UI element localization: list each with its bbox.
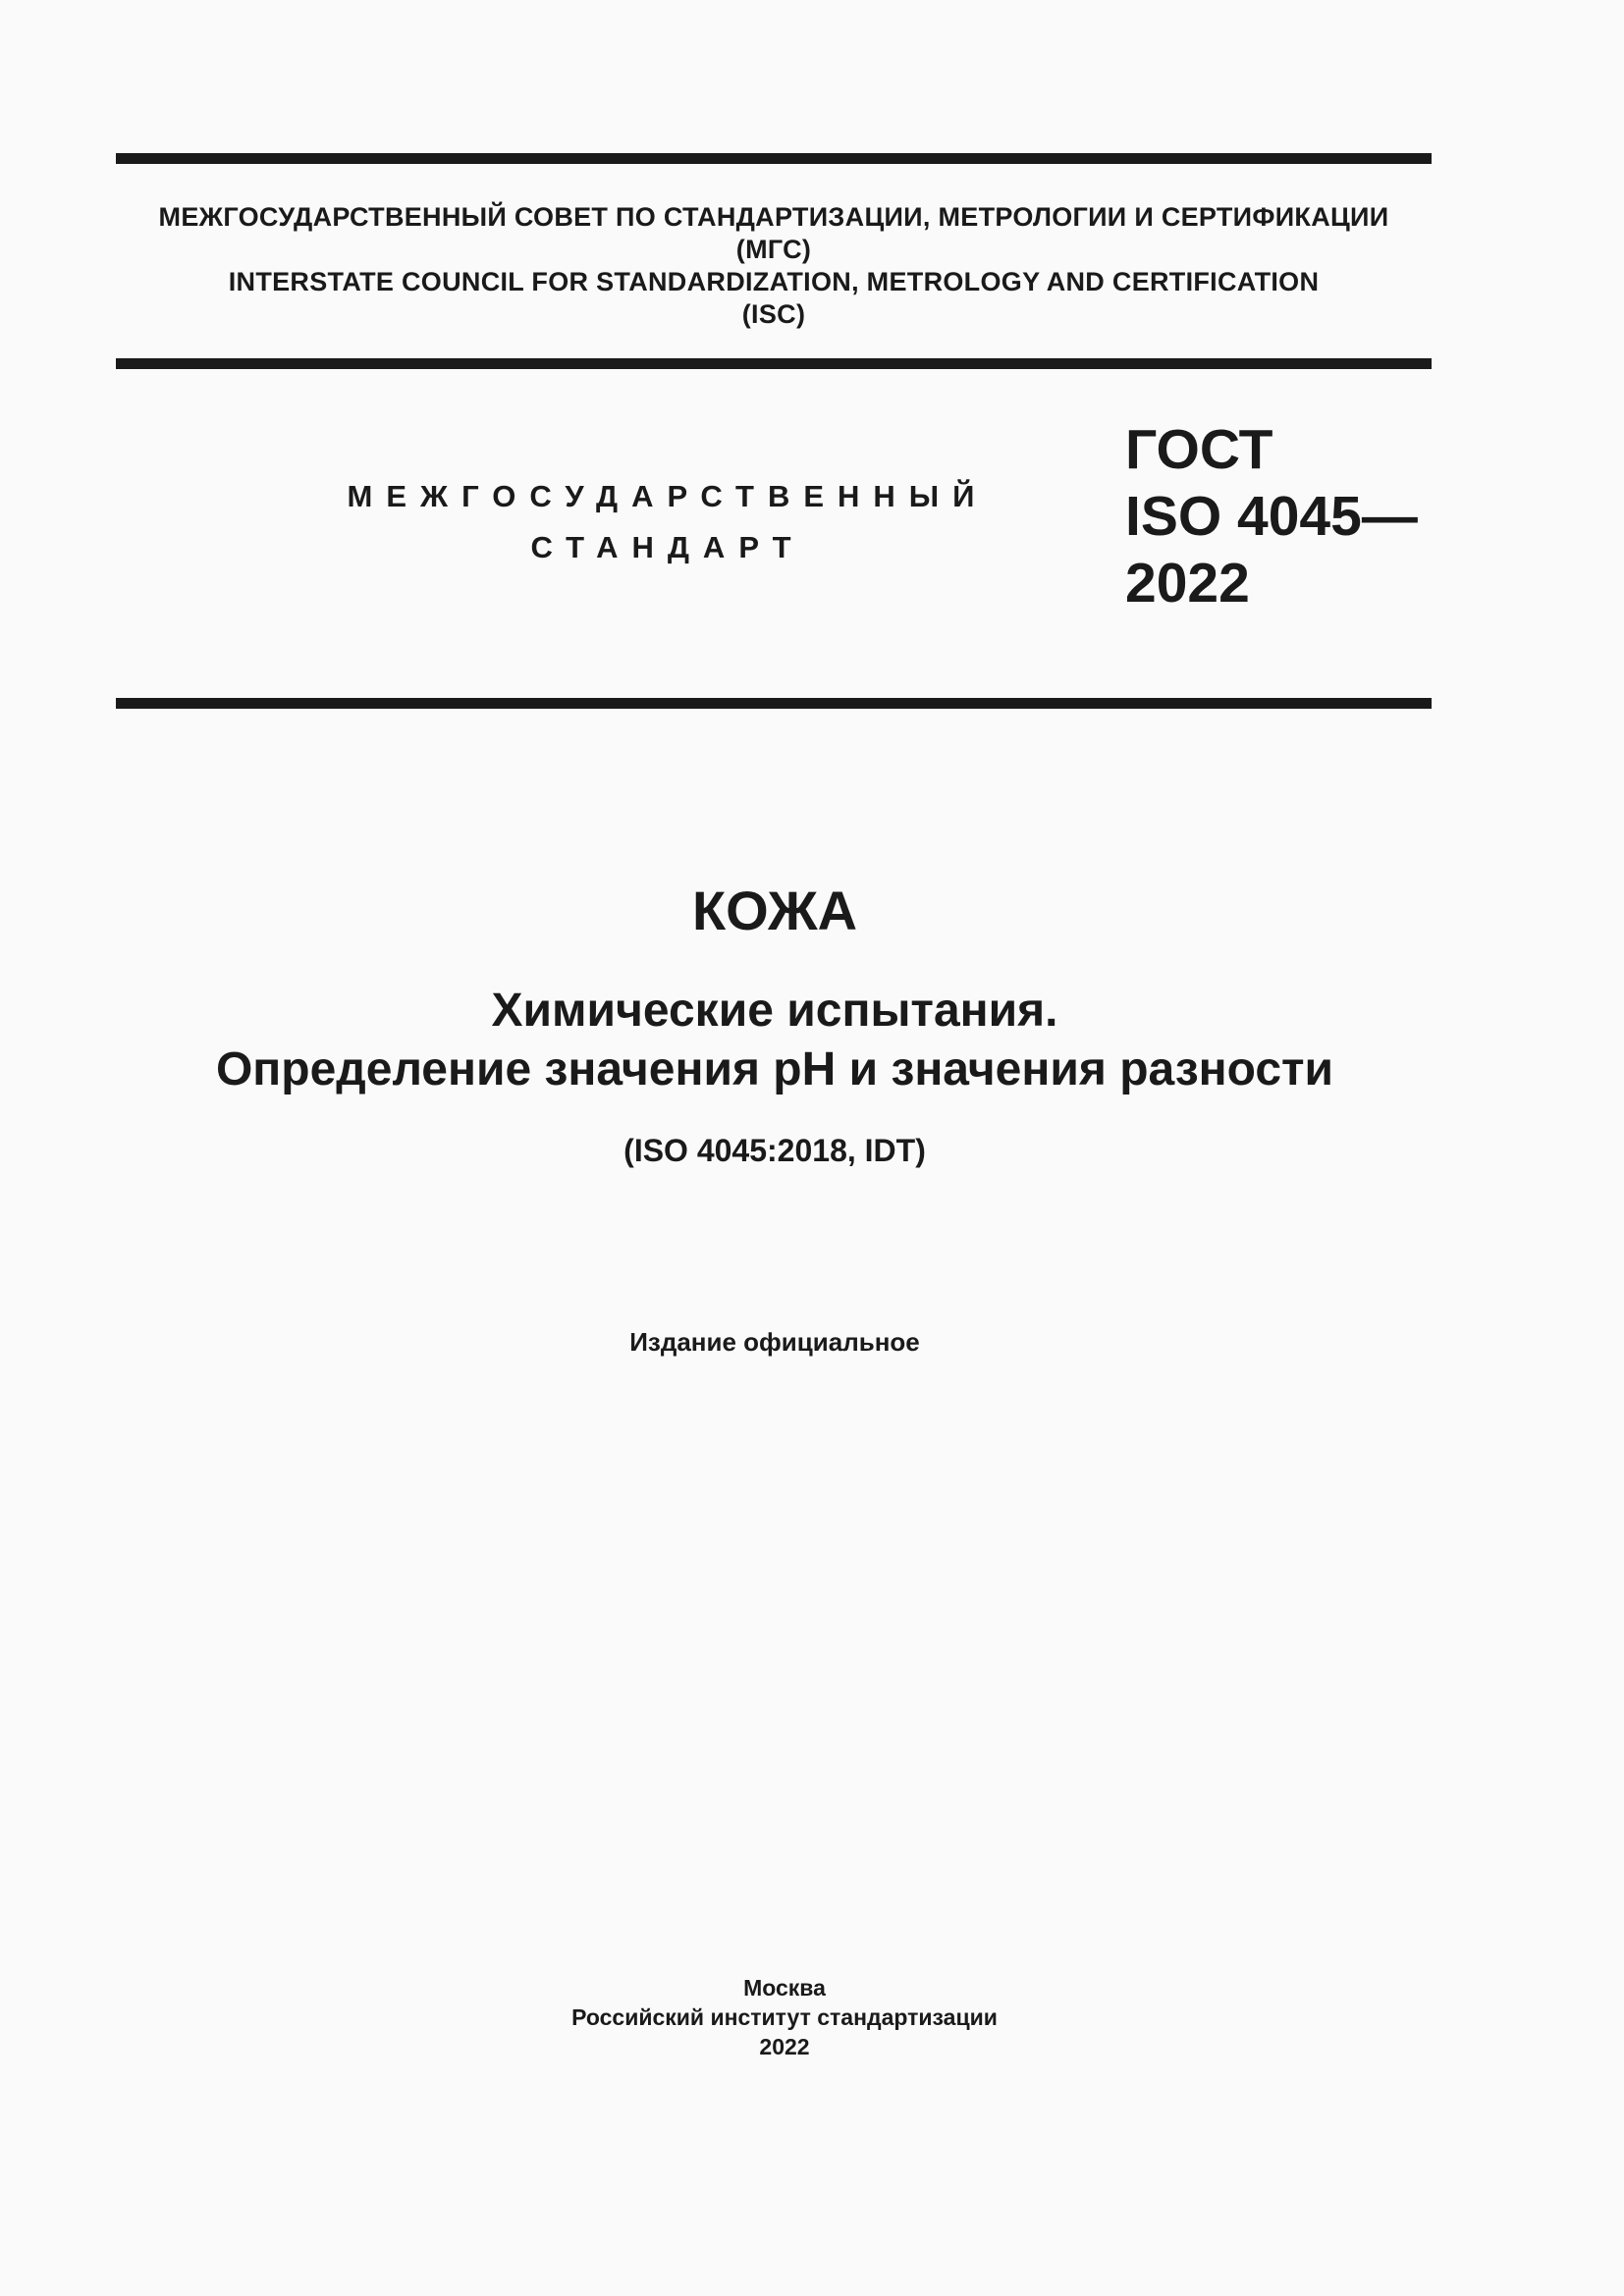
edition-note: Издание официальное — [629, 1327, 920, 1357]
council-en-name: INTERSTATE COUNCIL FOR STANDARDIZATION, METROLOGY AND CERTIFICATION — [228, 267, 1320, 296]
standard-kind — [295, 471, 1041, 573]
iso-reference: (ISO 4045:2018, IDT) — [623, 1133, 926, 1168]
document-subtitle-line1: Химические испытания. — [491, 985, 1058, 1037]
standard-code-line3: 2022 — [1125, 552, 1250, 614]
header-bottom-rule — [116, 698, 1432, 709]
imprint-publisher: Российский институт стандартизации — [571, 2004, 998, 2030]
council-header — [116, 201, 1432, 331]
document-subtitle — [0, 982, 1549, 1099]
council-ru-name: МЕЖГОСУДАРСТВЕННЫЙ СОВЕТ ПО СТАНДАРТИЗАЦИИ, МЕТРОЛОГИИ И СЕРТИФИКАЦИИ — [158, 202, 1389, 232]
council-bottom-rule — [116, 358, 1432, 369]
council-en-abbr: (ISC) — [741, 299, 806, 329]
document-title: КОЖА — [691, 880, 858, 941]
imprint — [0, 1973, 1569, 2061]
standard-code — [1125, 416, 1418, 616]
imprint-city: Москва — [743, 1975, 826, 2001]
council-ru-abbr: (МГС) — [735, 235, 812, 264]
top-rule — [116, 153, 1432, 164]
standard-code-line1: ГОСТ — [1125, 418, 1273, 481]
standard-kind-line2: СТАНДАРТ — [530, 530, 805, 564]
standard-kind-line1: МЕЖГОСУДАРСТВЕННЫЙ — [347, 479, 989, 513]
document-subtitle-line2: Определение значения pH и значения разности — [215, 1043, 1334, 1095]
standard-code-line2: ISO 4045— — [1125, 485, 1418, 548]
imprint-year: 2022 — [759, 2034, 810, 2059]
